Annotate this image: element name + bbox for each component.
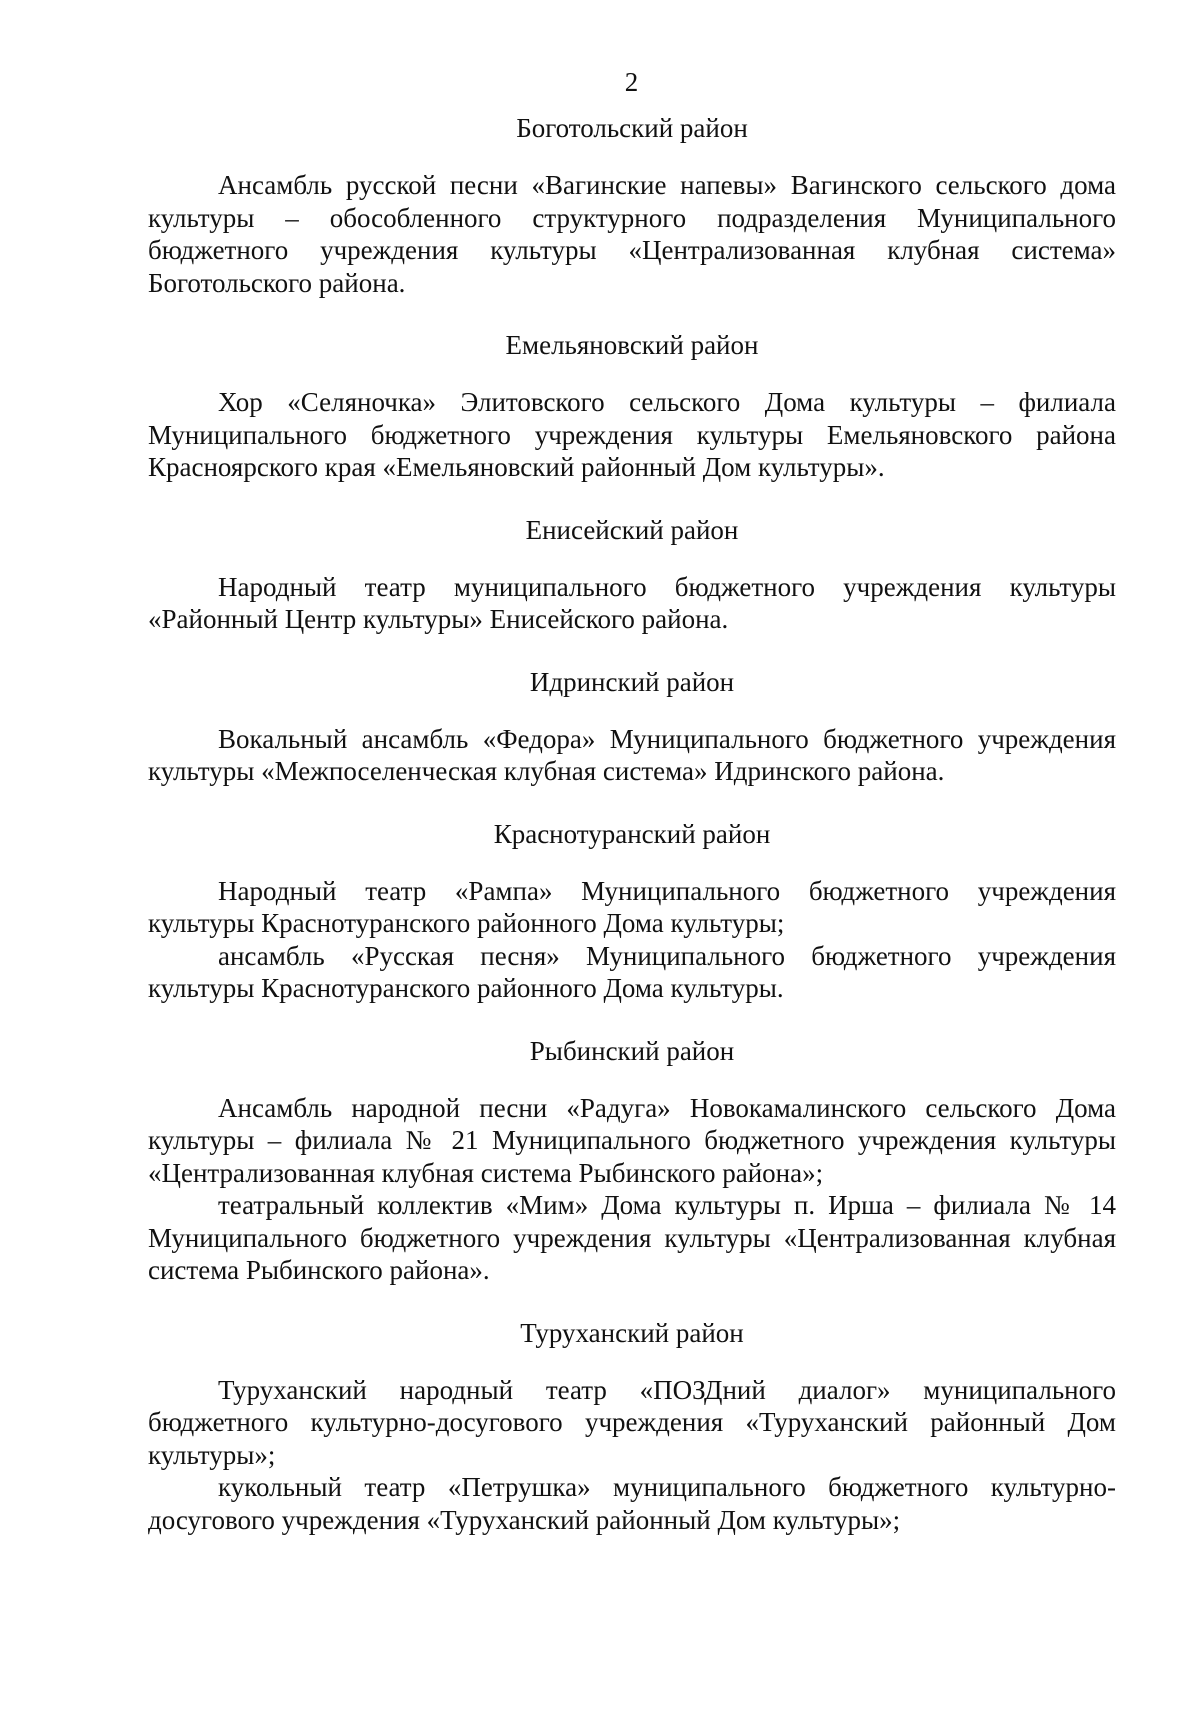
section-entry: Народный театр муниципального бюджетного учреждения культуры «Районный Центр культуры» Енисейского района. — [148, 571, 1116, 634]
section-krasnoturansky — [148, 818, 1116, 1005]
section-entry: Хор «Селяночка» Элитовского сельского Дома культуры – филиала Муниципального бюджетного учреждения культуры Емельяновского района Красноярского края «Емельяновский районный Дом культуры». — [148, 387, 1116, 482]
page-number: 2 — [624, 67, 639, 97]
section-idrinsky — [148, 666, 1116, 788]
section-entry: Народный театр «Рампа» Муниципального бюджетного учреждения культуры Краснотуранского районного Дома культуры; — [148, 875, 1116, 938]
section-entry: Туруханский народный театр «ПОЗДний диалог» муниципального бюджетного культурно-досугового учреждения «Туруханский районный Дом культуры»; — [148, 1374, 1116, 1470]
section-entry: ансамбль «Русская песня» Муниципального бюджетного учреждения культуры Краснотуранского районного Дома культуры. — [148, 940, 1116, 1003]
section-emelyanovsky — [148, 329, 1116, 484]
section-heading: Боготольский район — [516, 113, 748, 143]
section-turukhansky — [148, 1317, 1116, 1537]
section-yeniseisky — [148, 514, 1116, 636]
section-entry: кукольный театр «Петрушка» муниципального бюджетного культурно-досугового учреждения «Туруханский районный Дом культуры»; — [148, 1472, 1116, 1535]
section-heading: Енисейский район — [525, 514, 739, 545]
section-entry: Ансамбль народной песни «Радуга» Новокамалинского сельского Дома культуры – филиала № 21 Муниципального бюджетного учреждения культуры «Централизованная клубная система Рыбинского района»; — [148, 1092, 1116, 1188]
section-heading: Туруханский район — [520, 1317, 744, 1348]
section-heading: Емельяновский район — [505, 330, 759, 360]
section-heading: Краснотуранский район — [493, 818, 771, 849]
section-bogotolsky — [148, 112, 1116, 299]
section-rybinsky — [148, 1035, 1116, 1287]
section-entry: театральный коллектив «Мим» Дома культуры п. Ирша – филиала № 14 Муниципального бюджетного учреждения культуры «Централизованная клубная система Рыбинского района». — [148, 1190, 1116, 1285]
section-entry: Ансамбль русской песни «Вагинские напевы» Вагинского сельского дома культуры – обособленного структурного подразделения Муниципального бюджетного учреждения культуры «Централизованная клубная система» Боготольского района. — [148, 170, 1116, 298]
section-entry: Вокальный ансамбль «Федора» Муниципального бюджетного учреждения культуры «Межпоселенческая клубная система» Идринского района. — [148, 723, 1116, 786]
section-heading: Идринский район — [529, 666, 735, 697]
section-heading: Рыбинский район — [529, 1035, 735, 1066]
document-body — [148, 112, 1116, 1566]
